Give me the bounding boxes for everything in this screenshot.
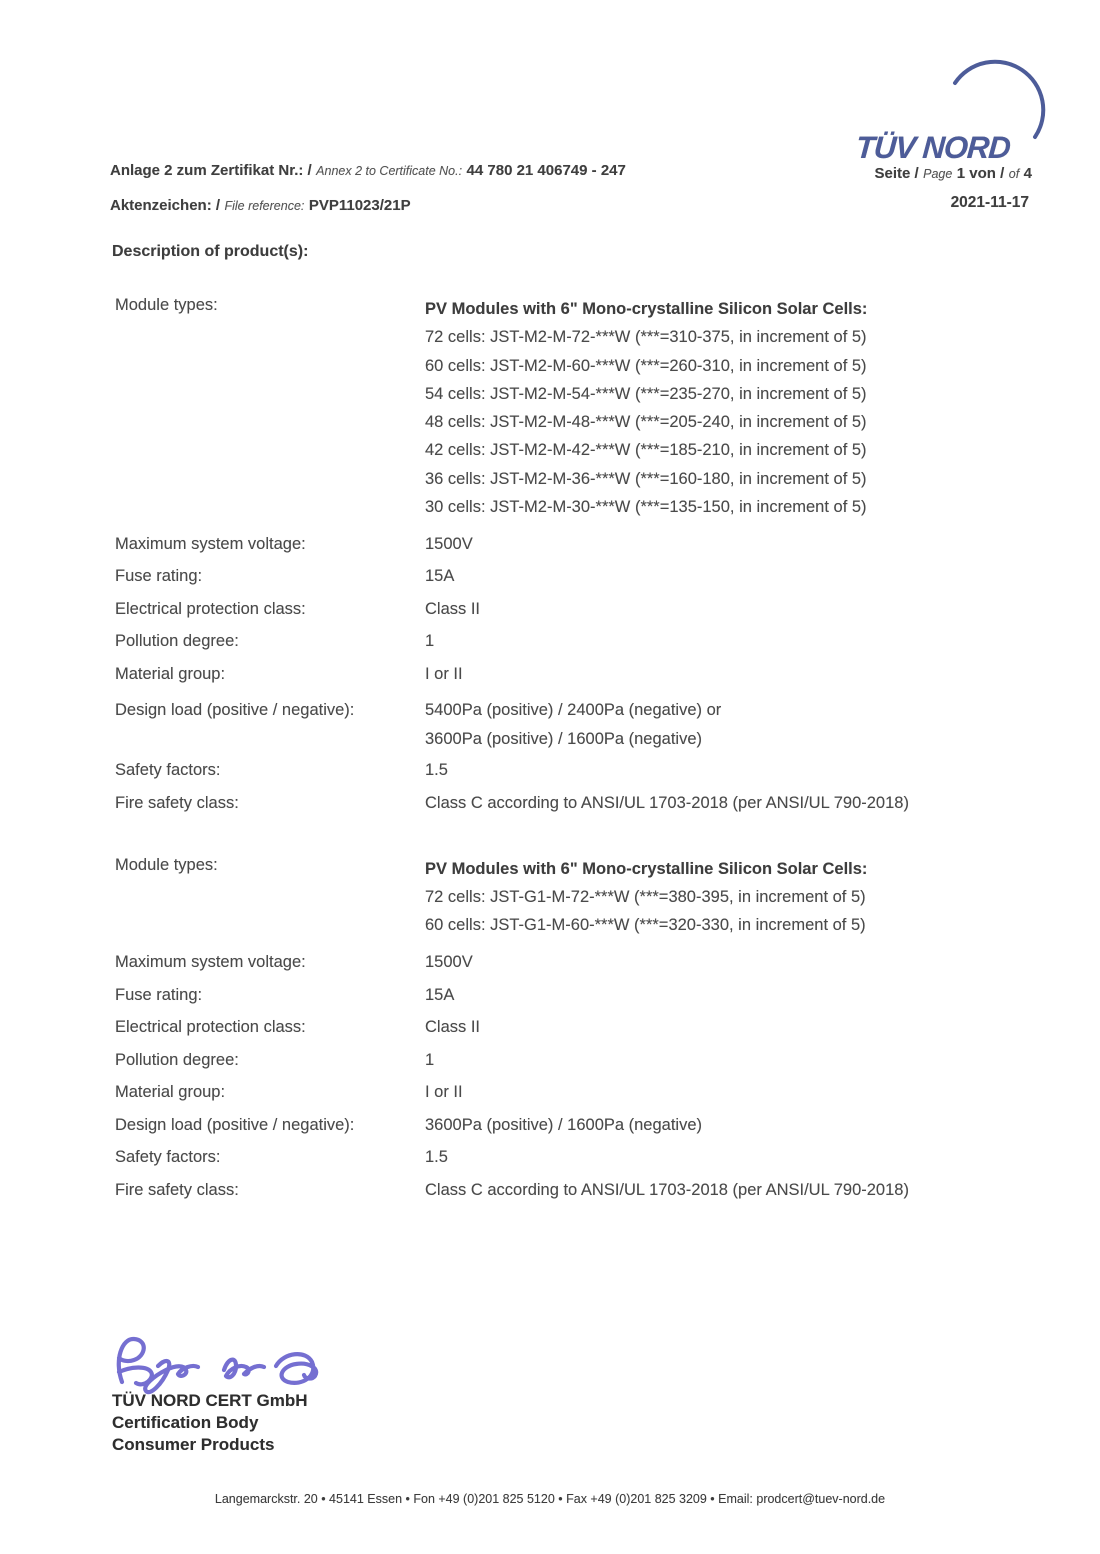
spec-value: 1500V	[425, 953, 473, 972]
module-type-line: 72 cells: JST-G1-M-72-***W (***=380-395, in increment of 5)	[425, 888, 866, 907]
spec-label: Pollution degree:	[115, 632, 239, 651]
spec-value: Class C according to ANSI/UL 1703-2018 (per ANSI/UL 790-2018)	[425, 1180, 909, 1199]
spec-row	[115, 952, 1035, 972]
footer-address: Langemarckstr. 20 • 45141 Essen • Fon +49 (0)201 825 5120 • Fax +49 (0)201 825 3209 • Email: prodcert@tuev-nord.de	[214, 1492, 886, 1506]
spec-row	[115, 760, 1035, 780]
spec-value: 3600Pa (positive) / 1600Pa (negative)	[425, 730, 703, 749]
spec-label: Material group:	[115, 664, 226, 683]
spec-label: Fuse rating:	[115, 567, 203, 586]
spec-row	[115, 599, 1035, 619]
spec-label: Maximum system voltage:	[115, 953, 306, 972]
spec-label: Design load (positive / negative):	[115, 1115, 355, 1134]
page-number: 1 von /	[956, 165, 1005, 182]
spec-row	[115, 696, 1035, 754]
module-types-row	[115, 855, 1035, 940]
spec-label: Fuse rating:	[115, 985, 203, 1004]
spec-row	[115, 1115, 1035, 1135]
signatory-dept: Consumer Products	[112, 1435, 275, 1454]
module-type-line: 60 cells: JST-G1-M-60-***W (***=320-330, in increment of 5)	[425, 916, 866, 935]
spec-row	[115, 664, 1035, 684]
spec-row	[115, 1017, 1035, 1037]
module-type-line: 48 cells: JST-M2-M-48-***W (***=205-240, in increment of 5)	[425, 413, 867, 432]
spec-label: Module types:	[115, 855, 218, 874]
signatory-org: TÜV NORD CERT GmbH	[112, 1391, 308, 1410]
page-label-en: Page	[923, 167, 953, 181]
module-type-line: 72 cells: JST-M2-M-72-***W (***=310-375, in increment of 5)	[425, 328, 867, 347]
module-type-line: 30 cells: JST-M2-M-30-***W (***=135-150, in increment of 5)	[425, 498, 867, 517]
spec-value: 1.5	[425, 1148, 448, 1167]
logo-text: TÜV NORD	[854, 130, 1012, 165]
fileref-label-en: File reference:	[224, 199, 305, 213]
spec-value: 1	[425, 1050, 435, 1069]
signatory-body: Certification Body	[112, 1413, 259, 1432]
section-title: Description of product(s):	[112, 243, 309, 260]
page-total: 4	[1023, 165, 1032, 182]
page-indicator	[875, 165, 1033, 183]
spec-row	[115, 985, 1035, 1005]
module-type-line: 60 cells: JST-M2-M-60-***W (***=260-310, in increment of 5)	[425, 356, 867, 375]
header-left	[110, 160, 730, 230]
file-reference-number: PVP11023/21P	[308, 197, 411, 214]
annex-label-de: Anlage 2 zum Zertifikat Nr.: /	[110, 162, 312, 179]
module-type-line: 54 cells: JST-M2-M-54-***W (***=235-270, in increment of 5)	[425, 384, 867, 403]
spec-value: 15A	[425, 567, 455, 586]
spec-label: Maximum system voltage:	[115, 534, 306, 553]
spec-label: Safety factors:	[115, 1148, 221, 1167]
spec-row	[115, 534, 1035, 554]
spec-row	[115, 793, 1035, 813]
spec-row	[115, 1050, 1035, 1070]
spec-value: Class C according to ANSI/UL 1703-2018 (per ANSI/UL 790-2018)	[425, 793, 909, 812]
product-description	[115, 295, 1035, 1212]
spec-label: Material group:	[115, 1083, 226, 1102]
page-of-label: of	[1008, 167, 1020, 181]
spec-value: 15A	[425, 985, 455, 1004]
header-right	[875, 165, 1033, 212]
spec-value: I or II	[425, 1083, 463, 1102]
signatory-block	[112, 1390, 308, 1456]
module-types-header: PV Modules with 6" Mono-crystalline Silicon Solar Cells:	[425, 859, 868, 878]
issue-date: 2021-11-17	[950, 194, 1029, 211]
page-label-de: Seite /	[874, 165, 919, 182]
spec-block-1	[115, 295, 1035, 813]
spec-row	[115, 631, 1035, 651]
spec-label: Module types:	[115, 296, 218, 314]
spec-label: Electrical protection class:	[115, 1018, 306, 1037]
module-types-row	[115, 295, 1035, 521]
spec-label: Electrical protection class:	[115, 599, 306, 618]
spec-label: Safety factors:	[115, 761, 221, 780]
module-types-header: PV Modules with 6" Mono-crystalline Silicon Solar Cells:	[425, 300, 868, 318]
module-type-line: 36 cells: JST-M2-M-36-***W (***=160-180, in increment of 5)	[425, 469, 867, 488]
spec-row	[115, 1180, 1035, 1200]
spec-value: 3600Pa (positive) / 1600Pa (negative)	[425, 1115, 703, 1134]
annex-label-en: Annex 2 to Certificate No.:	[316, 164, 463, 178]
module-type-line: 42 cells: JST-M2-M-42-***W (***=185-210, in increment of 5)	[425, 441, 867, 460]
spec-value: 1	[425, 632, 435, 651]
spec-value: 1.5	[425, 761, 448, 780]
spec-block-2	[115, 855, 1035, 1200]
file-reference-line	[110, 195, 730, 217]
annex-line	[110, 160, 730, 182]
spec-label: Design load (positive / negative):	[115, 701, 355, 720]
spec-row	[115, 1147, 1035, 1167]
fileref-label-de: Aktenzeichen: /	[110, 197, 221, 214]
certificate-number: 44 780 21 406749 - 247	[466, 162, 626, 179]
module-types-list	[425, 295, 867, 521]
spec-value: 5400Pa (positive) / 2400Pa (negative) or	[425, 701, 722, 720]
spec-value: 1500V	[425, 534, 473, 553]
spec-label: Pollution degree:	[115, 1050, 239, 1069]
spec-value-multiline	[425, 696, 721, 754]
module-types-list	[425, 855, 867, 940]
spec-value: Class II	[425, 599, 481, 618]
spec-label: Fire safety class:	[115, 1180, 239, 1199]
spec-label: Fire safety class:	[115, 793, 239, 812]
spec-value: Class II	[425, 1018, 481, 1037]
spec-value: I or II	[425, 664, 463, 683]
spec-row	[115, 1082, 1035, 1102]
spec-row	[115, 566, 1035, 586]
